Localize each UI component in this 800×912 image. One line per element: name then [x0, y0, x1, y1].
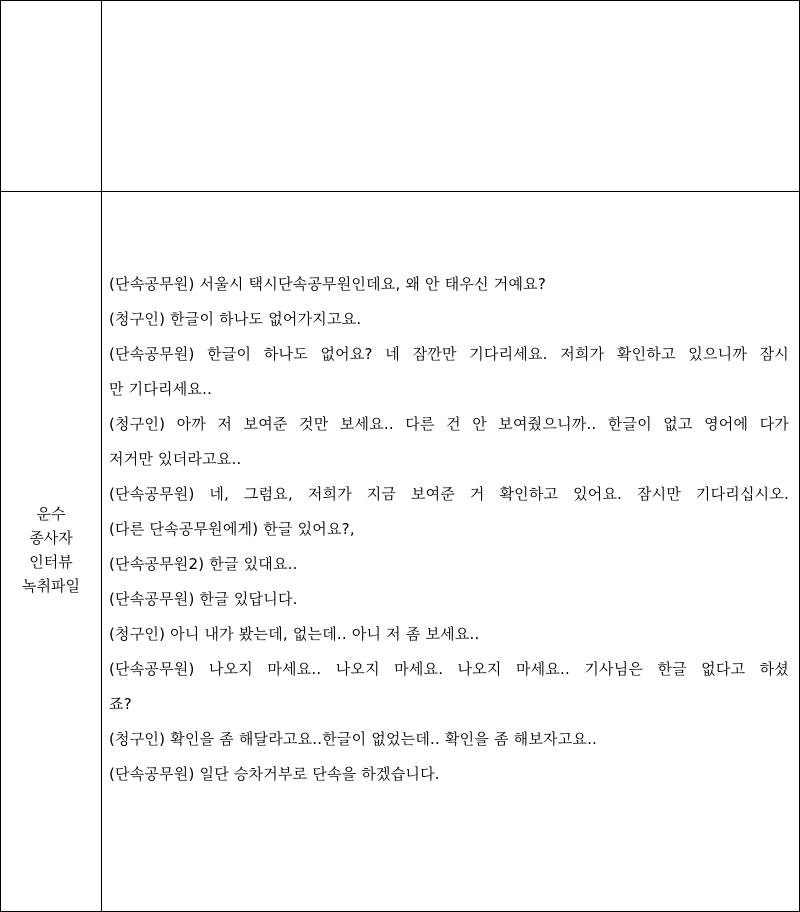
transcript-cell [102, 192, 799, 911]
row-content-cell-empty [102, 1, 799, 191]
transcript-line: (단속공무원) 일단 승차거부로 단속을 하겠습니다. [109, 765, 440, 783]
transcript-line: 죠? [109, 695, 132, 713]
row-label-line: 운수 [36, 505, 66, 523]
transcript-line: (청구인) 아니 내가 봤는데, 없는데.. 아니 저 좀 보세요.. [109, 625, 480, 643]
table-row-interview [1, 192, 799, 911]
transcript-line: (단속공무원2) 한글 있대요.. [109, 555, 298, 573]
transcript-line: (청구인) 확인을 좀 해달라고요..한글이 없었는데.. 확인을 좀 해보자고요.. [109, 730, 598, 748]
row-label-line: 인터뷰 [29, 553, 73, 571]
transcript-line: 만 기다리세요.. [109, 380, 213, 398]
transcript-line: (단속공무원) 한글 있답니다. [109, 590, 298, 608]
row-label [1, 502, 101, 598]
table-row-top [1, 1, 799, 192]
transcript-line: (단속공무원) 나오지 마세요.. 나오지 마세요. 나오지 마세요.. 기사님은 한글 없다고 하셨 [109, 660, 789, 678]
transcript-line: (단속공무원) 서울시 택시단속공무원인데요, 왜 안 태우신 거예요? [109, 275, 546, 293]
row-label-line: 종사자 [29, 529, 73, 547]
row-label-cell-empty [1, 1, 102, 191]
transcript-line: (청구인) 한글이 하나도 없어가지고요. [109, 310, 362, 328]
row-label-cell [1, 192, 102, 911]
transcript-line: (단속공무원) 네, 그럼요, 저희가 지금 보여준 거 확인하고 있어요. 잠시만 기다리십시오. [109, 485, 789, 503]
transcript-line: 저거만 있더라고요.. [109, 450, 242, 468]
row-label-line: 녹취파일 [22, 577, 80, 595]
transcript-line: (청구인) 아까 저 보여준 것만 보세요.. 다른 건 안 보여줬으니까.. 한글이 없고 영어에 다가 [109, 415, 789, 433]
transcript-line: (다른 단속공무원에게) 한글 있어요?, [109, 520, 355, 538]
interview-transcript [109, 272, 789, 797]
transcript-line: (단속공무원) 한글이 하나도 없어요? 네 잠깐만 기다리세요. 저희가 확인하고 있으니까 잠시 [109, 345, 789, 363]
